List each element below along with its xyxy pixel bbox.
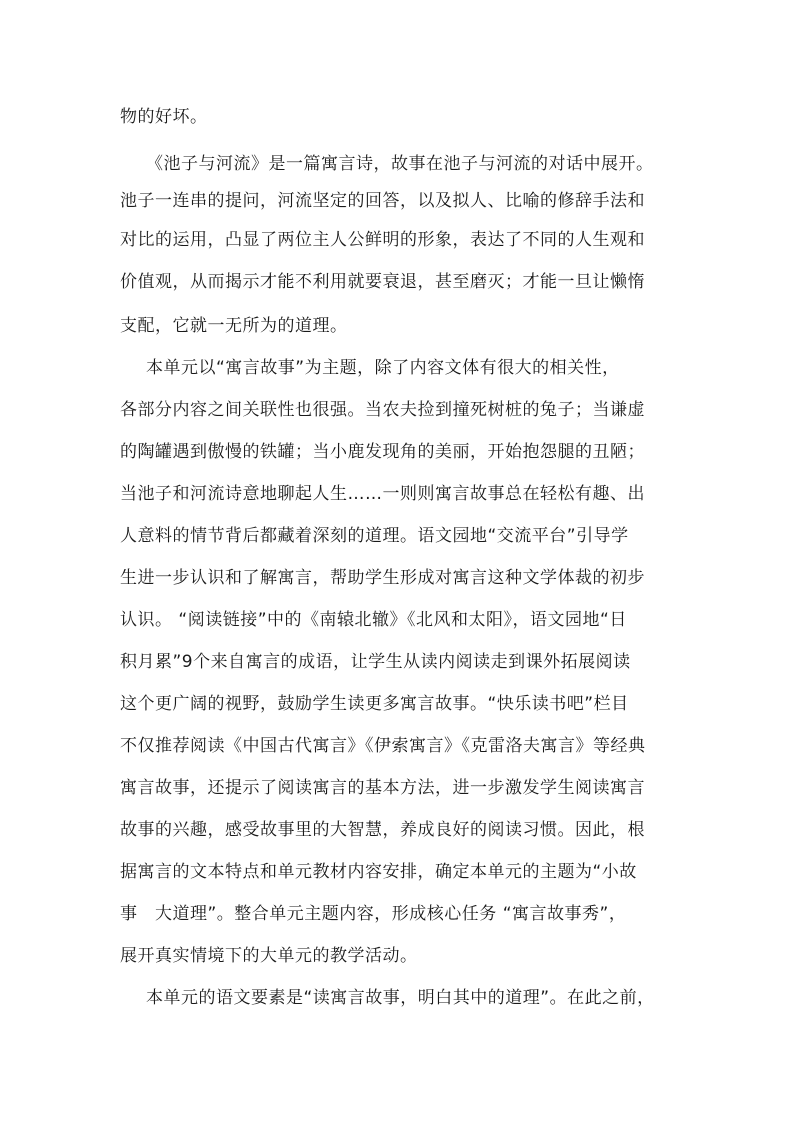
- text-line: 生进一步认识和了解寓言，帮助学生形成对寓言这种文学体裁的初步: [120, 568, 645, 588]
- text-line: 不仅推荐阅读《中国古代寓言》《伊索寓言》《克雷洛夫寓言》等经典: [120, 736, 646, 756]
- text-line: 价值观，从而揭示才能不利用就要衰退，甚至磨灭；才能一旦让懒惰: [120, 272, 645, 292]
- text-line: 池子一连串的提问，河流坚定的回答，以及拟人、比喻的修辞手法和: [120, 191, 645, 211]
- text-line: 支配，它就一无所为的道理。: [120, 316, 348, 336]
- text-line: 本单元的语文要素是“读寓言故事，明白其中的道理”。在此之前，: [146, 988, 655, 1008]
- text-line: 本单元以“寓言故事”为主题，除了内容文体有很大的相关性，: [146, 358, 620, 378]
- text-line: 《池子与河流》是一篇寓言诗，故事在池子与河流的对话中展开。: [146, 154, 654, 174]
- text-line: 这个更广阔的视野，鼓励学生读更多寓言故事。“快乐读书吧”栏目: [120, 694, 629, 714]
- text-line: 物的好坏。: [120, 107, 208, 127]
- text-line: 各部分内容之间关联性也很强。当农夫捡到撞死树桩的兔子；当谦虚: [120, 400, 645, 420]
- text-line: 人意料的情节背后都藏着深刻的道理。语文园地“交流平台”引导学: [120, 526, 629, 546]
- text-line: 寓言故事，还提示了阅读寓言的基本方法，进一步激发学生阅读寓言: [120, 778, 645, 798]
- text-line: 当池子和河流诗意地聊起人生……一则则寓言故事总在轻松有趣、出: [120, 484, 645, 504]
- text-line: 积月累”9个来自寓言的成语，让学生从读内阅读走到课外拓展阅读: [120, 652, 631, 672]
- text-line: 展开真实情境下的大单元的教学活动。: [120, 946, 418, 966]
- text-line: 故事的兴趣，感受故事里的大智慧，养成良好的阅读习惯。因此，根: [120, 820, 645, 840]
- text-line: 事 大道理”。整合单元主题内容，形成核心任务 “寓言故事秀”，: [120, 904, 627, 924]
- text-line: 的陶罐遇到傲慢的铁罐；当小鹿发现角的美丽，开始抱怨腿的丑陋；: [120, 442, 645, 462]
- text-line: 对比的运用，凸显了两位主人公鲜明的形象，表达了不同的人生观和: [120, 230, 645, 250]
- text-line: 认识。 “阅读链接”中的《南辕北辙》《北风和太阳》，语文园地“日: [120, 610, 627, 630]
- text-line: 据寓言的文本特点和单元教材内容安排，确定本单元的主题为“小故: [120, 862, 637, 882]
